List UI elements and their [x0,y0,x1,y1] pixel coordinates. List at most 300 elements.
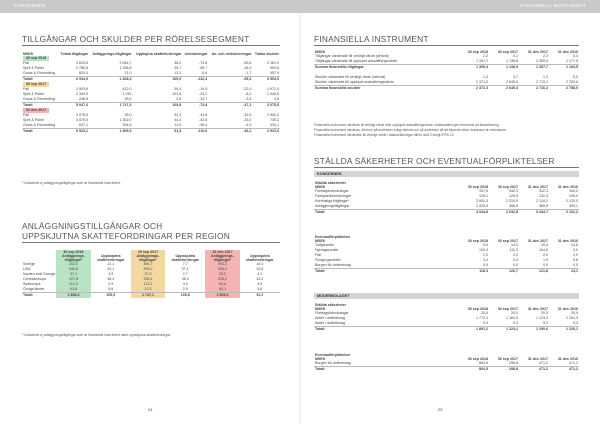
row-label: Tullgaranter [315,243,335,247]
table-cell: 1 399,4 [459,65,489,71]
row-label: Pall [23,61,29,65]
table-cell: 3,4 [483,258,488,262]
table-cell: 2,0 [543,253,548,257]
row-label: Anläggningstillgångar [315,204,350,208]
column-subheader: Anläggnings-tillgångar* [136,254,160,262]
row-label: Norden exkl Sverige [23,272,56,276]
table-cell: 1 161,3 [566,316,578,320]
row-label: USA [23,267,31,271]
table-cell: 471,2 [539,361,548,365]
page-number: 25 [438,407,443,412]
row-label: Skulder värderade till verkligt värde (derivat) [315,75,386,79]
table-cell: 4,9 [257,282,263,286]
block-unit: MSEK [315,185,326,189]
column-header [240,250,280,262]
table-cell: -43,8 [199,113,208,117]
table-cell: 1 184,5 [549,65,579,71]
table-cell: 94,4 [205,282,239,287]
table-cell: 612,0 [122,87,132,91]
table-cell: 91,3 [132,129,182,135]
footnote: Finansiella instrument värderas till verkligt värde eller upplupet anskaffningsvärde i balansräkningen beroende på klassificering. [314,123,500,127]
table-cell: 14,6 [571,243,578,247]
table-row [314,327,579,333]
table-cell: 940,8 [56,267,90,272]
table-cell: 1 223,1 [489,327,519,333]
table-cell: 99,0 [124,97,132,101]
table-cell: 864,5 [459,367,489,373]
table-cell: 1 808,3 [56,293,90,299]
table-cell: 2,7 [182,272,188,276]
block-title: Ställda säkerheter [315,303,346,307]
header-row [22,51,280,56]
table-cell: 1 828,3 [89,77,132,83]
table-cell: 111,3 [509,248,518,252]
table-cell: 20,0 [511,311,518,315]
row-label: Totalt [314,327,459,333]
table-cell: 1 045,6 [267,92,279,96]
table-cell: 3,7 [513,75,518,79]
table-cell: 39,4 [174,87,182,91]
page-number: 24 [148,407,153,412]
column-header: 31 dec 2016 [557,50,578,54]
table-cell: 103,4 [479,248,488,252]
table-cell: 466,6 [509,204,518,208]
table-cell: 25,0 [124,113,132,117]
table-cell: -42,8 [199,118,208,122]
column-header: 30 sep 2017 [497,357,518,361]
table-cell: -95,3 [208,77,252,83]
column-header: 30 sep 2017 [497,307,518,311]
table-cell: 0,0 [573,263,578,267]
table-cell: -8,2 [245,92,252,96]
row-label: Pall [23,113,29,117]
table-cell: -34,7 [199,97,208,101]
table-cell: 1,3 [543,75,548,79]
table-cell: 1 220,1 [549,327,579,333]
column-header: Totala skulder [254,52,279,56]
table-cell: 27,0 [131,272,165,277]
table-cell: 494,1 [569,204,578,208]
row-label: Totalt [22,103,58,109]
table-cell: 4,9 [182,282,188,286]
column-header [22,250,56,262]
row-label: Centraleuropa [23,277,46,281]
table-cell: 2 903,6 [76,87,89,91]
row-label: Sprit & Pallet [23,92,44,96]
column-header: 31 dec 2016 [557,357,578,361]
group-moderbolaget: MODERBOLAGET [314,293,579,299]
table-cell: 1 123,3 [536,316,548,320]
block-heading [314,235,459,243]
row-label: Kortfristiga tillgångar* [315,199,350,203]
column-header: Upplupna skattefordringar [136,52,182,56]
row-label: Pall [23,87,29,91]
column-header [56,250,90,262]
table-cell: 204,6 [122,123,132,127]
table-cell: 1,3 [483,75,488,79]
group-koncernen: KONCERNEN [314,171,579,177]
table-cell: 105,8 [132,103,182,109]
row-label: Fastighetsinteckningar [315,194,351,198]
table-cell: 493,2 [205,262,239,267]
column-header [205,250,239,262]
table-cell: 1 010 [122,92,132,96]
table-cell: 1 307,7 [519,65,549,71]
table-cell: 2 649,3 [489,86,519,92]
contingent-liabilities-group-table [314,235,579,274]
table-cell: 129,9 [509,194,518,198]
table-row [314,86,579,92]
row-label: Gross & Förmedling [23,71,55,75]
financial-notes [314,123,579,138]
column-header: 30 sep 2017 [497,185,518,189]
table-cell: 112,0 [56,282,90,287]
table-cell: 14,3 [256,262,264,266]
top-bar [0,0,600,13]
column-subheader: Anläggnings-tillgångar* [211,254,235,262]
column-header: 31 dec 2016 [557,185,578,189]
title-rule [22,45,280,46]
row-label: Totalt [22,129,58,135]
column-subheader: Anläggnings-tillgångar* [61,254,85,262]
table-cell: 1 336,6 [119,66,132,70]
column-header: 31 dec 2017 [527,239,548,243]
column-header: Totala tillgångar [60,52,89,56]
table-cell: 21,0 [124,71,132,75]
table-cell: 1 138,8 [506,59,518,63]
table-cell: 1,9 [543,258,548,262]
table-cell: 33,2 [256,277,264,281]
table-cell: 20,0 [481,311,488,315]
left-page [0,13,300,424]
table-cell: 2 371,0 [476,80,488,84]
row-label: Företagsinteckningar [315,311,349,315]
table-cell: 226,2 [205,277,239,282]
table-cell: 42,1 [107,267,115,271]
table-cell: -132,3 [182,77,208,83]
table-cell: -34,0 [243,66,252,70]
table-cell: 14,0 [511,243,518,247]
table-cell: 36,3 [107,277,115,281]
table-cell: 3 575,0 [76,118,89,122]
table-cell: 3 901,3 [476,199,488,203]
table-cell: 1 302,0 [119,118,132,122]
table-cell: 10,4 [541,243,548,247]
column-header: 31 dec 2017 [527,185,548,189]
table-cell: 118,3 [459,269,489,275]
region-table [22,250,280,298]
table-row [314,367,579,373]
period-tag: 30 sep 2017 [137,250,159,254]
row-label: Sydeuropa [23,282,41,286]
table-cell: -4,9 [245,123,252,127]
table-cell: 3 594,5 [252,77,280,83]
title-segments: TILLGÅNGAR OCH SKULDER PER RÖRELSESEGMENT [22,34,250,44]
table-cell: 2,2 [483,54,488,58]
title-financial-instruments: FINANSIELLA INSTRUMENT [314,34,429,44]
table-cell: -47,1 [208,103,252,109]
row-label: Gross & Förmedling [23,123,55,127]
table-cell: 101,6 [172,92,182,96]
table-cell: 1 163,9 [506,316,518,320]
row-label: Sprit & Pallet [23,118,44,122]
table-cell: 6 944,9 [58,77,89,83]
column-header [131,250,165,262]
table-cell: 202,2 [56,262,90,267]
period-tag: 30 sep 2017 [23,82,49,87]
table-cell: 20,0 [571,311,578,315]
table-cell: 2,9 [182,287,188,291]
table-cell: 934,0 [205,267,239,272]
table-cell: 9,3 [543,321,548,325]
table-cell: 5 947,6 [58,103,89,109]
table-cell: 0,4 [513,258,518,262]
column-header: 31 dec 2016 [557,239,578,243]
row-label: Aktier i dotterbolag [315,321,345,325]
title-region-line1: ANLÄGGNINGSTILLGÅNGAR OCH [22,221,163,231]
period-tag: 30 sep 2018 [63,250,84,254]
table-cell: 1 190,6 [519,327,549,333]
table-cell: 105,9 [132,77,182,83]
table-cell: 12,1 [107,262,115,266]
table-cell: 227,8 [56,277,90,282]
header-row [314,303,579,311]
block-unit: MSEK [315,307,326,311]
table-cell: -46,2 [208,129,252,135]
column-header: 31 dec 2017 [527,307,548,311]
row-label: Borgen för dotterbolag [315,361,351,365]
table-cell: 1 971,3 [267,87,279,91]
table-cell: 0,6 [573,258,578,262]
table-cell: 5,6 [257,287,263,291]
header-row [22,250,280,262]
table-cell: 44,4 [174,118,182,122]
table-row [314,269,579,275]
table-cell: 132,3 [539,194,548,198]
right-page [300,13,600,424]
table-cell: 342,3 [509,189,518,193]
column-subheader: Uppskjutna skattefordringar [171,254,200,262]
table-cell: 25,7 [174,66,182,70]
table-cell: -3,5 [245,97,252,101]
table-cell: -0,9 [201,71,208,75]
table-cell: 12,2 [174,71,182,75]
table-cell: 460,9 [539,204,548,208]
row-label: Borgen för dotterbolag [315,263,351,267]
block-unit: MSEK [315,239,326,243]
contingent-liabilities-parent-table [314,353,579,372]
table-cell: 2,0 [573,253,578,257]
row-label: Övriga länder [23,287,45,291]
table-cell: 1 809,5 [89,129,132,135]
table-cell: 4,9 [108,272,114,276]
table-cell: -23,2 [199,92,208,96]
table-cell: 5 923,1 [58,129,89,135]
table-cell: 1 397,2 [476,59,488,63]
row-label: Totalt [314,210,459,216]
table-cell: 2 715,1 [536,80,548,84]
period-tag: 31 dec 2017 [23,108,49,113]
table-cell: -110,6 [182,129,208,135]
row-label: Tillgångar värderade till verkligt värde (derivat) [315,54,389,58]
table-cell: 993,2 [131,267,165,272]
table-cell: 0,0 [573,248,578,252]
table-cell: 2,0 [483,253,488,257]
column-header: MSEK [23,52,34,56]
table-cell: 2 783,0 [566,80,578,84]
table-cell: 255,4 [131,277,165,282]
row-label: Totalt [22,77,58,83]
table-cell: 2 181,0 [267,61,279,65]
row-label: Pall [315,253,321,257]
column-header: 31 dec 2016 [557,307,578,311]
table-cell: 11,9 [174,123,182,127]
table-cell: 864,5 [479,361,488,365]
table-cell: 2,9 [108,282,114,286]
title-pledged-assets: STÄLLDA SÄKERHETER OCH EVENTUALFÖRPLIKTELSER [314,156,555,166]
table-cell: 129,1 [479,194,488,198]
row-label: Företagsinteckningar [315,189,349,193]
table-cell: 647,1 [79,123,89,127]
header-row [314,181,579,189]
column-header: 30 sep 2018 [467,357,488,361]
table-cell: 112,2 [131,282,165,287]
table-row [22,293,280,299]
block-title: Eventualförpliktelser [315,353,351,357]
column-header: Av- och nedskrivningar [211,52,252,56]
table-cell: 2 632,8 [489,210,519,216]
table-cell: 25,2 [205,272,239,277]
block-heading [314,353,459,361]
table-cell: 104,8 [539,248,548,252]
table-cell: 1 747,1 [131,293,165,299]
table-cell: 105,8 [165,293,205,299]
table-cell: 36,0 [181,277,189,281]
table-cell: 1 891,2 [459,327,489,333]
table-cell: 121,8 [519,269,549,275]
block-title: Eventualförpliktelser [315,235,351,239]
column-subheader: Uppskjutna skattefordringar [96,254,125,262]
table-cell: 2,6 [176,97,182,101]
table-cell: 0,1 [513,54,518,58]
table-cell: 471,2 [569,361,578,365]
table-cell: 953,6 [270,66,279,70]
row-label: Tillgångar värderade till upplupet anskaffningsvärde [315,59,398,63]
title-region-line2: UPPSKJUTNA SKATTEFORDRINGAR PER REGION [22,231,231,241]
table-cell: 9,5 [483,243,488,247]
header-row [314,353,579,361]
table-cell: 2 349,5 [76,92,89,96]
table-cell: 471,2 [519,367,549,373]
row-label: Sverige [23,262,36,266]
title-rule [314,45,579,46]
header-right-label: FINANSIELLA INSTRUMENT [520,3,586,8]
table-cell: 342,3 [539,189,548,193]
table-cell: 2,3 [543,54,548,58]
block-heading [314,303,459,311]
table-cell: 1 305,4 [536,59,548,63]
table-cell: 2 102,2 [549,210,579,216]
column-header [165,250,205,262]
table-cell: 60,1 [205,287,239,293]
note-segments: * Inkluderar ej anläggningstillgångar som är finansiella instrument. [22,181,121,185]
table-cell: 1 809,4 [205,293,239,299]
title-rule [314,167,579,168]
table-cell: -72,8 [182,103,208,109]
pledged-assets-parent-table [314,303,579,332]
table-cell: 9,3 [513,321,518,325]
table-cell: 5,8 [108,287,114,291]
table-cell: 5,0 [573,75,578,79]
block-unit: MSEK [315,357,326,361]
row-label: Totalt [314,269,459,275]
table-cell: 2 110,2 [536,199,548,203]
note-region: * Inkluderar ej anläggningstillgångar som är finansiella instrument samt uppskjutna skattefordringar. [22,333,171,337]
table-row [22,129,280,135]
table-cell: 3 075,5 [252,103,280,109]
table-cell: 2 120,0 [566,199,578,203]
segments-table [22,51,280,134]
table-row [314,210,579,216]
table-cell: 2 785,5 [76,66,89,70]
table-cell: 1 177,5 [566,59,578,63]
table-cell: 4 044,8 [459,210,489,216]
period-tag: 31 dec 2017 [212,250,233,254]
table-cell: 465,7 [131,262,165,267]
table-cell: 93,8 [56,287,90,293]
header-row [314,235,579,243]
row-label: Aktier i dotterbolag [315,316,345,320]
table-cell: 9,3 [483,321,488,325]
row-label: Hyresgarantier [315,248,339,252]
table-cell: 739,2 [270,118,279,122]
table-cell: 1 138,9 [489,65,519,71]
table-cell: -59,6 [243,61,252,65]
table-cell: 12,3 [131,287,165,293]
row-label: Summa finansiella tillgångar [314,65,459,71]
table-cell: 1 772,3 [476,316,488,320]
pledged-assets-group-table [314,181,579,215]
column-header: 30 sep 2018 [467,185,488,189]
table-cell: 145,0 [569,194,578,198]
table-cell: 0,0 [543,263,548,267]
row-label: Gross & Förmedling [23,97,55,101]
table-cell: 340,2 [569,189,578,193]
table-cell: 38,0 [174,61,182,65]
table-cell: 2 310,9 [506,199,518,203]
table-cell: 471,2 [549,367,579,373]
table-cell: 3 625,5 [76,61,89,65]
table-cell: 620,0 [79,71,89,75]
column-header: MSEK [315,50,326,54]
table-cell: 1 425,9 [476,204,488,208]
header-left-label: KONCERNEN [14,3,46,8]
table-cell: 37,1 [56,272,90,277]
table-cell: 457,9 [270,71,279,75]
row-label: Summa finansiella skulder [314,86,459,92]
row-label: Övriga garantier [315,258,341,262]
column-header: 30 sep 2018 [467,50,488,54]
row-label: Skulder värderade till upplupet anskaffningsvärde [315,80,394,84]
column-header: 31 dec 2017 [527,50,548,54]
table-cell: -1,7 [245,71,252,75]
table-cell: -14,9 [199,87,208,91]
table-cell: 7,7 [182,262,188,266]
table-cell: 298,8 [489,367,519,373]
table-cell: -36,4 [199,123,208,127]
table-cell: 337,5 [479,189,488,193]
table-cell: 9,3 [573,321,578,325]
